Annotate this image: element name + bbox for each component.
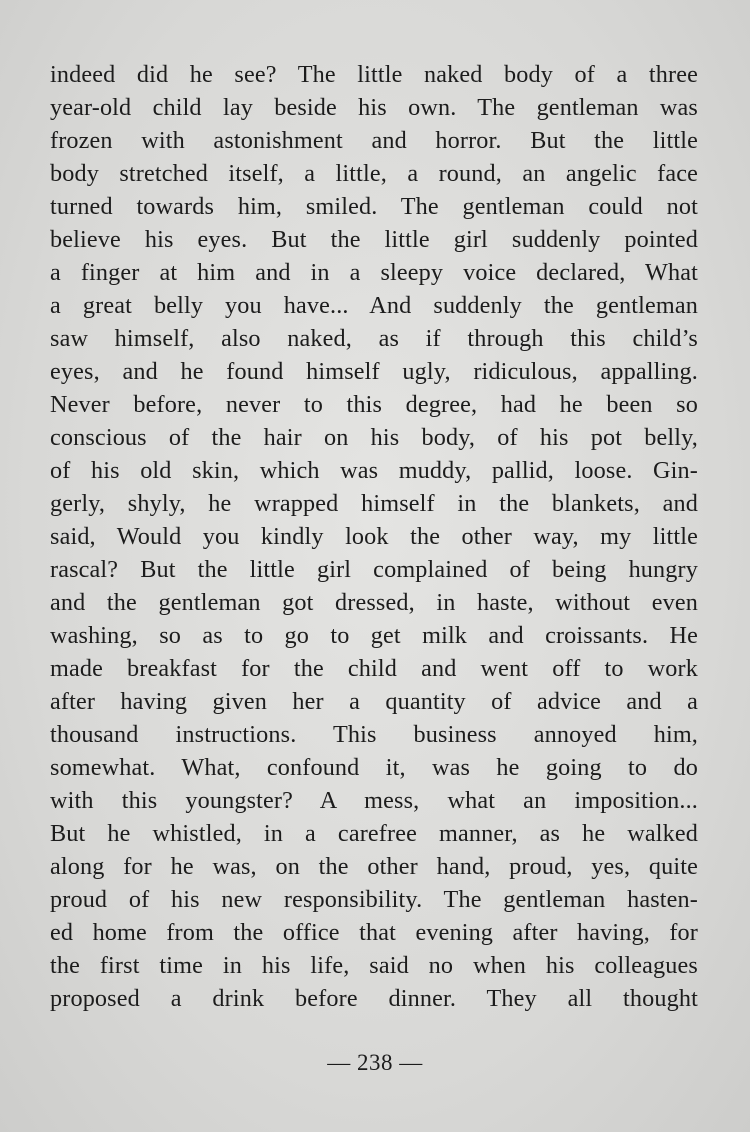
text-line: turned towards him, smiled. The gentleman could not [50, 193, 698, 220]
page-number: — 238 — [327, 1050, 423, 1075]
text-line: ed home from the office that evening after having, for [50, 919, 698, 946]
text-line: Never before, never to this degree, had he been so [50, 391, 698, 418]
text-line: somewhat. What, confound it, was he going to do [50, 754, 698, 781]
text-line: year-old child lay beside his own. The gentleman was [50, 94, 698, 121]
text-line: conscious of the hair on his body, of his pot belly, [50, 424, 698, 451]
text-line: eyes, and he found himself ugly, ridiculous, appalling. [50, 358, 698, 385]
text-line: made breakfast for the child and went off to work [50, 655, 698, 682]
text-line: a finger at him and in a sleepy voice declared, What [50, 259, 698, 286]
text-line: of his old skin, which was muddy, pallid, loose. Gin- [50, 457, 698, 484]
text-line: proud of his new responsibility. The gentleman hasten- [50, 886, 698, 913]
text-line: gerly, shyly, he wrapped himself in the blankets, and [50, 490, 698, 517]
text-line: with this youngster? A mess, what an imposition... [50, 787, 698, 814]
text-line: But he whistled, in a carefree manner, as he walked [50, 820, 698, 847]
text-line: body stretched itself, a little, a round, an angelic face [50, 160, 698, 187]
text-line: frozen with astonishment and horror. But the little [50, 127, 698, 154]
text-line: washing, so as to go to get milk and croissants. He [50, 622, 698, 649]
text-line: and the gentleman got dressed, in haste, without even [50, 589, 698, 616]
text-line: the first time in his life, said no when his colleagues [50, 952, 698, 979]
text-line: proposed a drink before dinner. They all thought [50, 985, 698, 1012]
body-text [50, 58, 698, 1015]
text-line: saw himself, also naked, as if through this child’s [50, 325, 698, 352]
text-line: thousand instructions. This business annoyed him, [50, 721, 698, 748]
text-line: indeed did he see? The little naked body of a three [50, 61, 698, 88]
text-line: after having given her a quantity of advice and a [50, 688, 698, 715]
text-line: rascal? But the little girl complained of being hungry [50, 556, 698, 583]
text-line: a great belly you have... And suddenly the gentleman [50, 292, 698, 319]
text-line: said, Would you kindly look the other way, my little [50, 523, 698, 550]
text-line: believe his eyes. But the little girl suddenly pointed [50, 226, 698, 253]
text-line: along for he was, on the other hand, proud, yes, quite [50, 853, 698, 880]
